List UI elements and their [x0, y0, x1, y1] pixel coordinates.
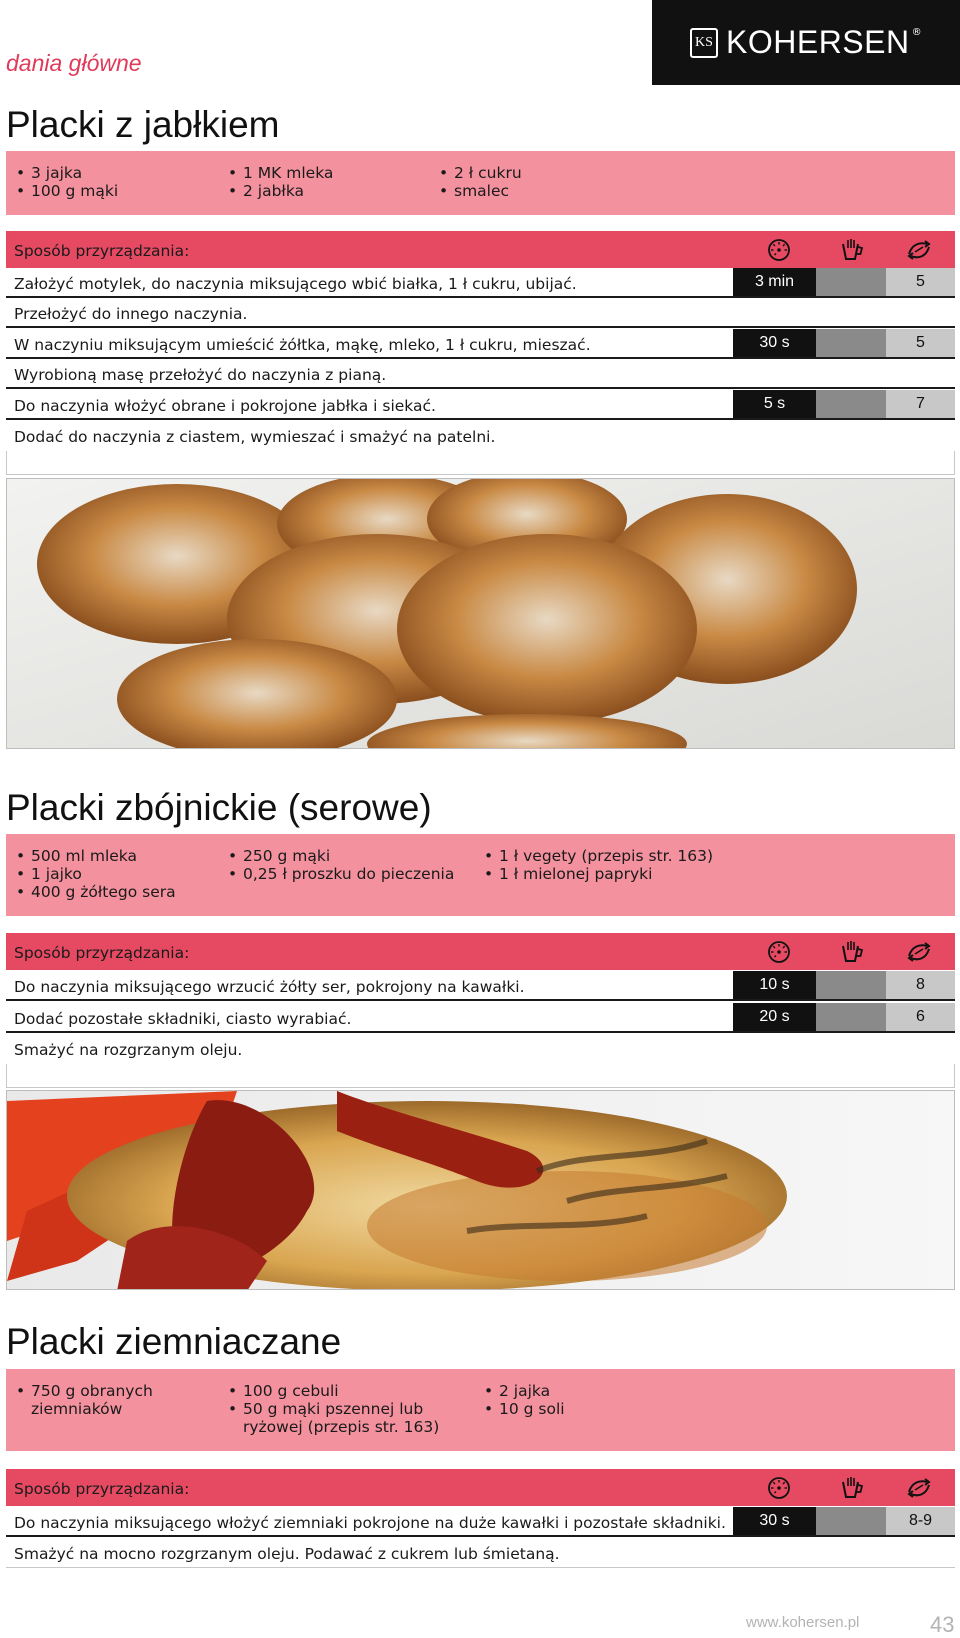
ingredients-column	[226, 164, 333, 200]
step-row	[6, 329, 955, 359]
step-speed: 8	[886, 971, 955, 999]
ingredients-column	[482, 847, 713, 883]
ingredient-item: • 0,25 ł proszku do pieczenia	[226, 865, 454, 883]
step-option-cell	[816, 329, 886, 357]
ingredient-item: • 400 g żółtego sera	[14, 883, 176, 901]
step-option-cell	[816, 268, 886, 296]
ingredients-column	[482, 1382, 565, 1418]
recipe-title: Placki zbójnickie (serowe)	[6, 787, 432, 828]
step-text: Dodać do naczynia z ciastem, wymieszać i smażyć na patelni.	[14, 428, 496, 446]
recipe-title: Placki z jabłkiem	[6, 104, 280, 145]
ingredients-box	[6, 834, 955, 916]
brand-name: KOHERSEN	[726, 24, 910, 60]
ingredient-item: • 1 ł vegety (przepis str. 163)	[482, 847, 713, 865]
bowl-icon	[838, 238, 864, 262]
step-option-cell	[816, 1003, 886, 1031]
step-option-cell	[816, 971, 886, 999]
ingredient-item: • 2 ł cukru	[437, 164, 522, 182]
step-time: 30 s	[733, 1507, 816, 1535]
step-text: Do naczynia włożyć obrane i pokrojone jabłka i siekać.	[14, 397, 436, 415]
ingredient-item: • 1 jajko	[14, 865, 176, 883]
ingredient-item: • 250 g mąki	[226, 847, 454, 865]
bowl-icon	[838, 1476, 864, 1500]
ingredients-box	[6, 151, 955, 215]
step-row	[6, 421, 955, 451]
speed-dial-icon	[766, 1476, 792, 1500]
step-speed: 5	[886, 329, 955, 357]
recipe-photo-cheese-pancakes	[6, 1090, 955, 1290]
ingredient-item: • 2 jabłka	[226, 182, 333, 200]
ingredient-item: • 1 MK mleka	[226, 164, 333, 182]
recipe-photo-apple-pancakes	[6, 478, 955, 749]
step-row	[6, 390, 955, 420]
step-row	[6, 1538, 955, 1568]
ingredient-item: • 100 g mąki	[14, 182, 118, 200]
step-row	[6, 298, 955, 328]
step-row	[6, 1507, 955, 1537]
step-text: Dodać pozostałe składniki, ciasto wyrabiać.	[14, 1010, 352, 1028]
method-header	[6, 933, 955, 970]
step-option-cell	[816, 1507, 886, 1535]
footer-url: www.kohersen.pl	[746, 1614, 860, 1631]
ingredients-column	[14, 847, 176, 901]
section-label: dania główne	[6, 50, 142, 76]
method-label: Sposób przyrządzania:	[14, 1480, 190, 1498]
ingredient-item: • 3 jajka	[14, 164, 118, 182]
step-text: Do naczynia miksującego włożyć ziemniaki pokrojone na duże kawałki i pozostałe składniki.	[14, 1514, 726, 1532]
brand-logo	[652, 0, 960, 85]
ingredients-column	[14, 164, 118, 200]
step-time: 20 s	[733, 1003, 816, 1031]
step-text: Przełożyć do innego naczynia.	[14, 305, 248, 323]
stir-icon	[906, 1476, 932, 1500]
ingredients-column	[226, 1382, 456, 1436]
step-text: W naczyniu miksującym umieścić żółtka, mąkę, mleko, 1 ł cukru, mieszać.	[14, 336, 591, 354]
stir-icon	[906, 940, 932, 964]
ingredients-box	[6, 1369, 955, 1451]
method-header	[6, 1469, 955, 1506]
step-text: Smażyć na rozgrzanym oleju.	[14, 1041, 243, 1059]
speed-dial-icon	[766, 238, 792, 262]
ingredient-item: • 500 ml mleka	[14, 847, 176, 865]
ingredient-item: • 10 g soli	[482, 1400, 565, 1418]
step-text: Smażyć na mocno rozgrzanym oleju. Podawać z cukrem lub śmietaną.	[14, 1545, 560, 1563]
step-row	[6, 1003, 955, 1033]
method-label: Sposób przyrządzania:	[14, 944, 190, 962]
step-row	[6, 1034, 955, 1064]
page-number: 43	[930, 1612, 955, 1637]
method-header	[6, 231, 955, 268]
step-speed: 7	[886, 390, 955, 418]
step-row	[6, 359, 955, 389]
step-text: Wyrobioną masę przełożyć do naczynia z pianą.	[14, 366, 387, 384]
step-text: Do naczynia miksującego wrzucić żółty ser, pokrojony na kawałki.	[14, 978, 525, 996]
step-speed: 6	[886, 1003, 955, 1031]
bowl-icon	[838, 940, 864, 964]
step-row-empty	[6, 1064, 955, 1088]
step-speed: 5	[886, 268, 955, 296]
ingredients-column	[14, 1382, 204, 1418]
ingredient-item: • 50 g mąki pszennej lub ryżowej (przepis str. 163)	[226, 1400, 456, 1436]
ingredients-column	[437, 164, 522, 200]
ingredient-item: • 100 g cebuli	[226, 1382, 456, 1400]
method-label: Sposób przyrządzania:	[14, 242, 190, 260]
ingredients-column	[226, 847, 454, 883]
step-time: 30 s	[733, 329, 816, 357]
step-text: Założyć motylek, do naczynia miksującego wbić białka, 1 ł cukru, ubijać.	[14, 275, 577, 293]
step-time: 3 min	[733, 268, 816, 296]
ingredient-item: • 750 g obranych ziemniaków	[14, 1382, 204, 1418]
step-option-cell	[816, 390, 886, 418]
step-time: 10 s	[733, 971, 816, 999]
step-speed: 8-9	[886, 1507, 955, 1535]
step-row	[6, 268, 955, 298]
step-time: 5 s	[733, 390, 816, 418]
speed-dial-icon	[766, 940, 792, 964]
stir-icon	[906, 238, 932, 262]
registered-mark: ®	[911, 27, 922, 38]
ingredient-item: • smalec	[437, 182, 522, 200]
ingredient-item: • 2 jajka	[482, 1382, 565, 1400]
step-row-empty	[6, 451, 955, 475]
recipe-title: Placki ziemniaczane	[6, 1321, 342, 1362]
step-row	[6, 971, 955, 1001]
brand-mark-icon: KS	[690, 28, 718, 58]
ingredient-item: • 1 ł mielonej papryki	[482, 865, 713, 883]
